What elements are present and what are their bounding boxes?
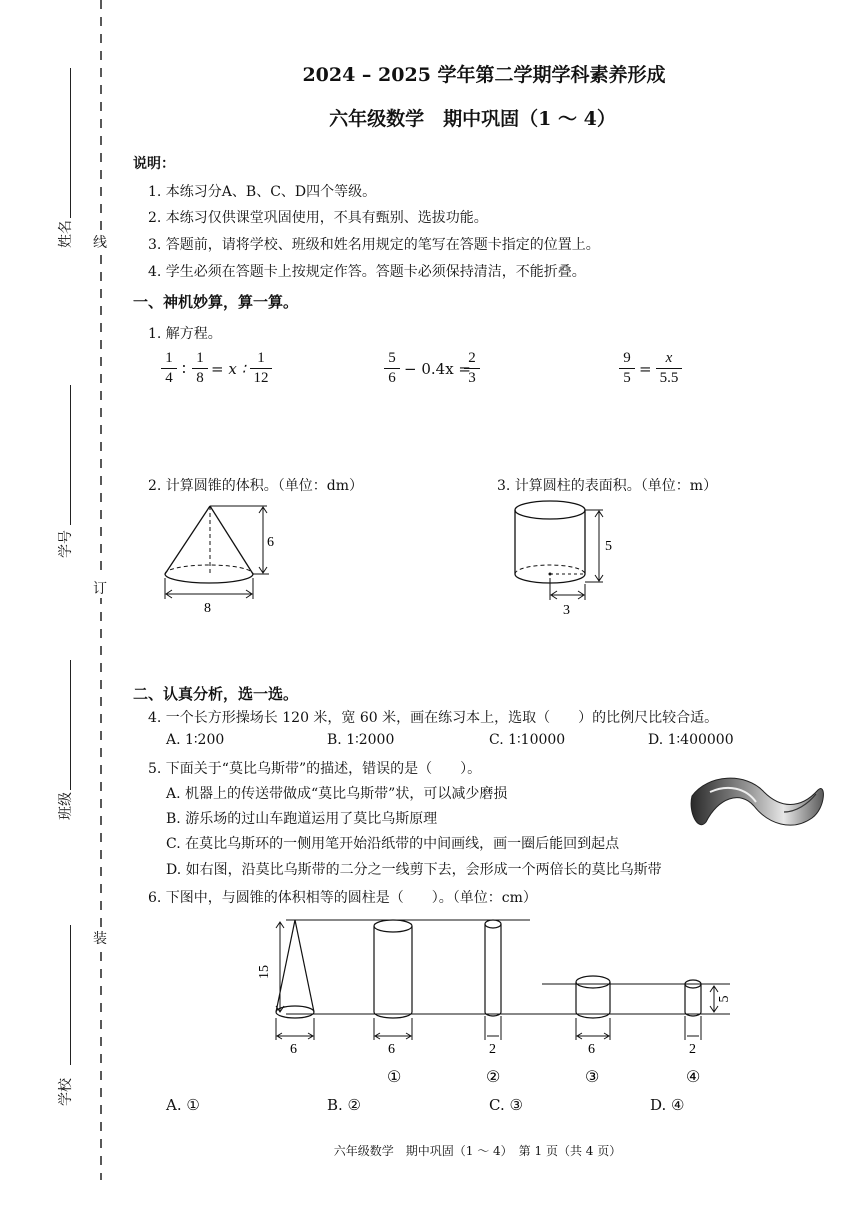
- number-label: 学号: [58, 530, 74, 558]
- instruction-item: 3. 答题前，请将学校、班级和姓名用规定的笔写在答题卡指定的位置上。: [148, 237, 600, 253]
- q6-option-c[interactable]: C. ③: [489, 1096, 523, 1114]
- q6-shape4-diameter-label: 2: [689, 1042, 696, 1057]
- q4-option-c[interactable]: C. 1∶10000: [489, 732, 566, 748]
- school-underline[interactable]: [70, 925, 71, 1065]
- eq2-a-num: 5: [388, 350, 396, 366]
- q2-label: 2. 计算圆锥的体积。（单位：dm）: [148, 478, 364, 494]
- school-label: 学校: [58, 1078, 74, 1106]
- eq1-b-num: 1: [196, 350, 204, 366]
- q6-shape3-mark: ③: [585, 1069, 600, 1086]
- eq3-mid: =: [639, 360, 652, 378]
- cylinder-figure: [505, 494, 625, 618]
- q4-stem: 4. 一个长方形操场长 120 米，宽 60 米，画在练习本上，选取（ ）的比例尺比较合适。: [148, 710, 719, 726]
- eq3-a-num: 9: [623, 350, 631, 366]
- margin-pack-char: 装: [93, 928, 107, 948]
- eq1-c-num: 1: [257, 350, 265, 366]
- eq1-a-den: 4: [165, 370, 173, 386]
- name-label: 姓名: [58, 220, 74, 248]
- eq1-colon: ∶: [182, 360, 186, 378]
- q6-option-d[interactable]: D. ④: [650, 1096, 685, 1114]
- cone-figure: [155, 498, 285, 616]
- q5-option-c[interactable]: C. 在莫比乌斯环的一侧用笔开始沿纸带的中间画线，画一圈后能回到起点: [166, 836, 620, 852]
- q6-option-b[interactable]: B. ②: [327, 1096, 362, 1114]
- mobius-strip-image: [688, 768, 828, 840]
- q4-option-d[interactable]: D. 1∶400000: [648, 732, 734, 748]
- q5-option-a[interactable]: A. 机器上的传送带做成“莫比乌斯带”状，可以减少磨损: [166, 786, 508, 802]
- q4-option-a[interactable]: A. 1∶200: [166, 732, 225, 748]
- eq1-b-den: 8: [196, 370, 204, 386]
- exam-title: 2024 – 2025 学年第二学期学科素养形成: [302, 64, 666, 86]
- eq2-a-den: 6: [388, 370, 396, 386]
- q6-option-a[interactable]: A. ①: [166, 1096, 200, 1114]
- q6-shape2-mark: ②: [486, 1069, 501, 1086]
- eq1-c-den: 12: [253, 370, 269, 386]
- q5-option-d[interactable]: D. 如右图，沿莫比乌斯带的二分之一线剪下去，会形成一个两倍长的莫比乌斯带: [166, 862, 662, 878]
- q6-shape1-mark: ①: [387, 1069, 402, 1086]
- q3-label: 3. 计算圆柱的表面积。（单位：m）: [497, 478, 718, 494]
- q5-stem: 5. 下面关于“莫比乌斯带”的描述，错误的是（ ）。: [148, 761, 482, 777]
- cone-diameter-label: 8: [204, 601, 211, 616]
- number-underline[interactable]: [70, 385, 71, 525]
- eq3-b-num: x: [665, 350, 673, 366]
- name-underline[interactable]: [70, 68, 71, 218]
- q6-shape3-diameter-label: 6: [588, 1042, 595, 1057]
- binding-line: [96, 0, 106, 1217]
- cylinder-radius-label: 3: [563, 603, 570, 618]
- section1-title: 一、神机妙算，算一算。: [133, 293, 299, 311]
- q6-shape1-diameter-label: 6: [388, 1042, 395, 1057]
- q6-cone-diameter-label: 6: [290, 1042, 297, 1057]
- margin-line-char: 线: [93, 232, 107, 252]
- eq1-mid: = x ∶: [211, 360, 246, 378]
- instruction-item: 4. 学生必须在答题卡上按规定作答。答题卡必须保持清洁，不能折叠。: [148, 264, 586, 280]
- q1-label: 1. 解方程。: [148, 326, 222, 342]
- instruction-item: 2. 本练习仅供课堂巩固使用，不具有甄别、选拔功能。: [148, 210, 488, 226]
- cylinder-height-label: 5: [605, 539, 612, 554]
- page-footer: 六年级数学 期中巩固（1 ～ 4） 第 1 页（共 4 页）: [333, 1144, 622, 1158]
- q4-option-b[interactable]: B. 1∶2000: [327, 732, 395, 748]
- class-label: 班级: [58, 792, 74, 820]
- eq2-b-num: 2: [468, 350, 476, 366]
- q6-cone-height-label: 15: [257, 965, 272, 979]
- eq3-a-den: 5: [623, 370, 631, 386]
- section2-title: 二、认真分析，选一选。: [133, 685, 299, 703]
- q6-shape4-mark: ④: [686, 1069, 701, 1086]
- class-underline[interactable]: [70, 660, 71, 790]
- eq1-a-num: 1: [165, 350, 173, 366]
- instructions-title: 说明：: [133, 156, 175, 172]
- q6-short-height-label: 5: [717, 995, 732, 1003]
- q6-stem: 6. 下图中，与圆锥的体积相等的圆柱是（ ）。（单位：cm）: [148, 890, 537, 906]
- q6-shape2-diameter-label: 2: [489, 1042, 496, 1057]
- cone-height-label: 6: [267, 535, 274, 550]
- eq3-b-den: 5.5: [659, 370, 679, 386]
- instruction-item: 1. 本练习分A、B、C、D四个等级。: [148, 184, 377, 200]
- q5-option-b[interactable]: B. 游乐场的过山车跑道运用了莫比乌斯原理: [166, 811, 438, 827]
- exam-subtitle: 六年级数学 期中巩固（1 ～ 4）: [329, 108, 616, 130]
- eq2-mid: − 0.4x =: [404, 360, 471, 378]
- q6-figure: [250, 912, 750, 1092]
- margin-bind-char: 订: [93, 578, 107, 598]
- eq2-b-den: 3: [468, 370, 476, 386]
